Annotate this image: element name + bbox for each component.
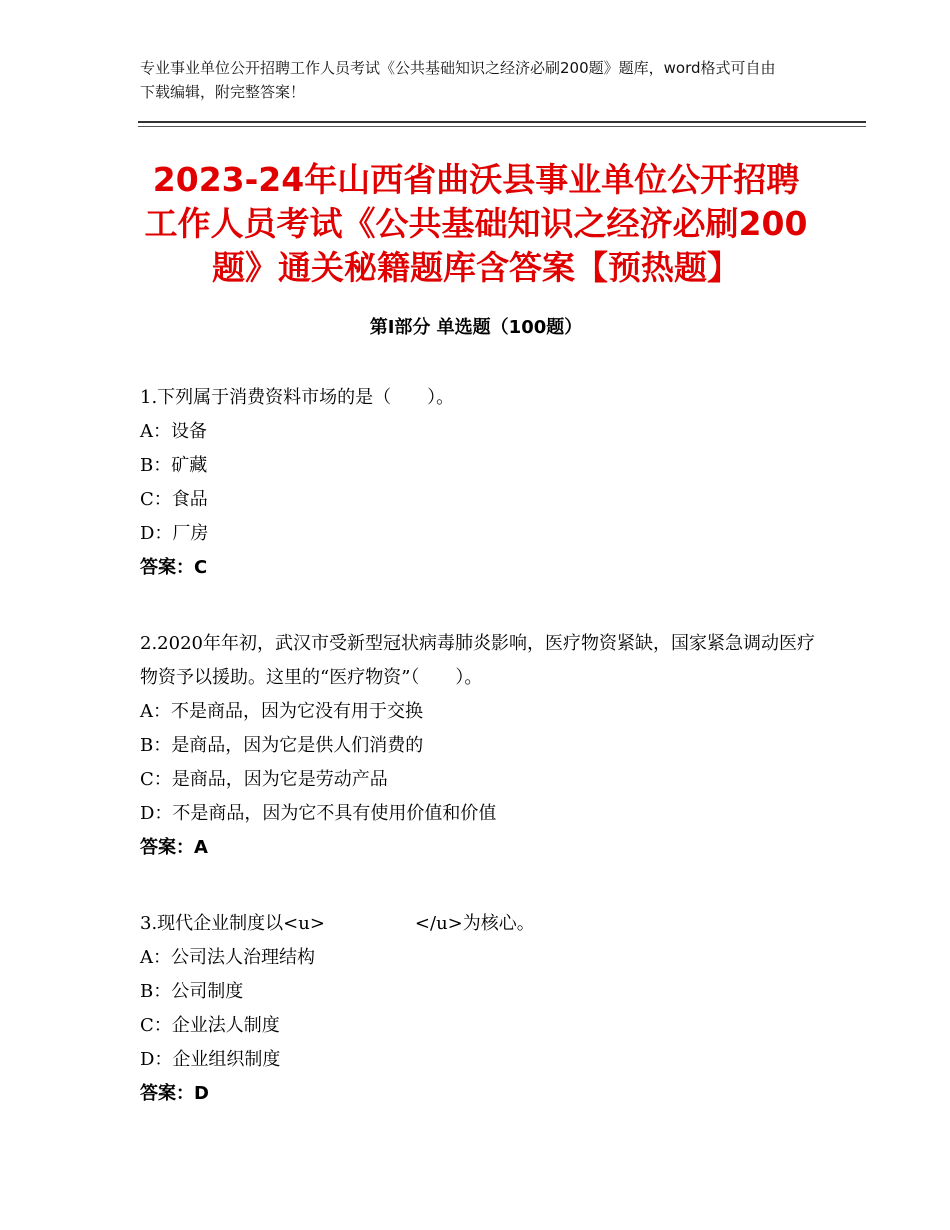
- header-rule-thick: [138, 121, 866, 123]
- header-rule-thin: [138, 126, 866, 127]
- header-note: 专业事业单位公开招聘工作人员考试《公共基础知识之经济必刷200题》题库，word格式可自由下载编辑，附完整答案！: [140, 59, 776, 101]
- option-a: A：不是商品，因为它没有用于交换: [140, 701, 423, 722]
- document-title: 2023-24年山西省曲沃县事业单位公开招聘工作人员考试《公共基础知识之经济必刷200题》通关秘籍题库含答案【预热题】: [144, 160, 808, 287]
- option-c: C：是商品，因为它是劳动产品: [140, 769, 388, 790]
- answer-line: 答案：C: [140, 557, 208, 578]
- option-b: B：是商品，因为它是供人们消费的: [140, 735, 424, 756]
- option-b: B：矿藏: [140, 455, 208, 476]
- option-d: D：企业组织制度: [140, 1049, 281, 1070]
- question-list: [140, 381, 820, 1153]
- question-stem: 1.下列属于消费资料市场的是（ ）。: [140, 387, 455, 408]
- question-1: [140, 381, 820, 585]
- question-3: [140, 907, 820, 1111]
- option-a: A：公司法人治理结构: [140, 947, 315, 968]
- option-c: C：食品: [140, 489, 208, 510]
- answer-line: 答案：D: [140, 1083, 209, 1104]
- option-d: D：不是商品，因为它不具有使用价值和价值: [140, 803, 497, 824]
- question-stem: 3.现代企业制度以<u> </u>为核心。: [140, 913, 535, 934]
- option-d: D：厂房: [140, 523, 209, 544]
- section-heading: 第Ⅰ部分 单选题（100题）: [369, 317, 583, 338]
- question-2: [140, 627, 820, 865]
- option-b: B：公司制度: [140, 981, 244, 1002]
- option-a: A：设备: [140, 421, 207, 442]
- answer-line: 答案：A: [140, 837, 208, 858]
- option-c: C：企业法人制度: [140, 1015, 280, 1036]
- question-stem: 2.2020年年初，武汉市受新型冠状病毒肺炎影响，医疗物资紧缺，国家紧急调动医疗物资予以援助。这里的“医疗物资”（ ）。: [140, 633, 815, 688]
